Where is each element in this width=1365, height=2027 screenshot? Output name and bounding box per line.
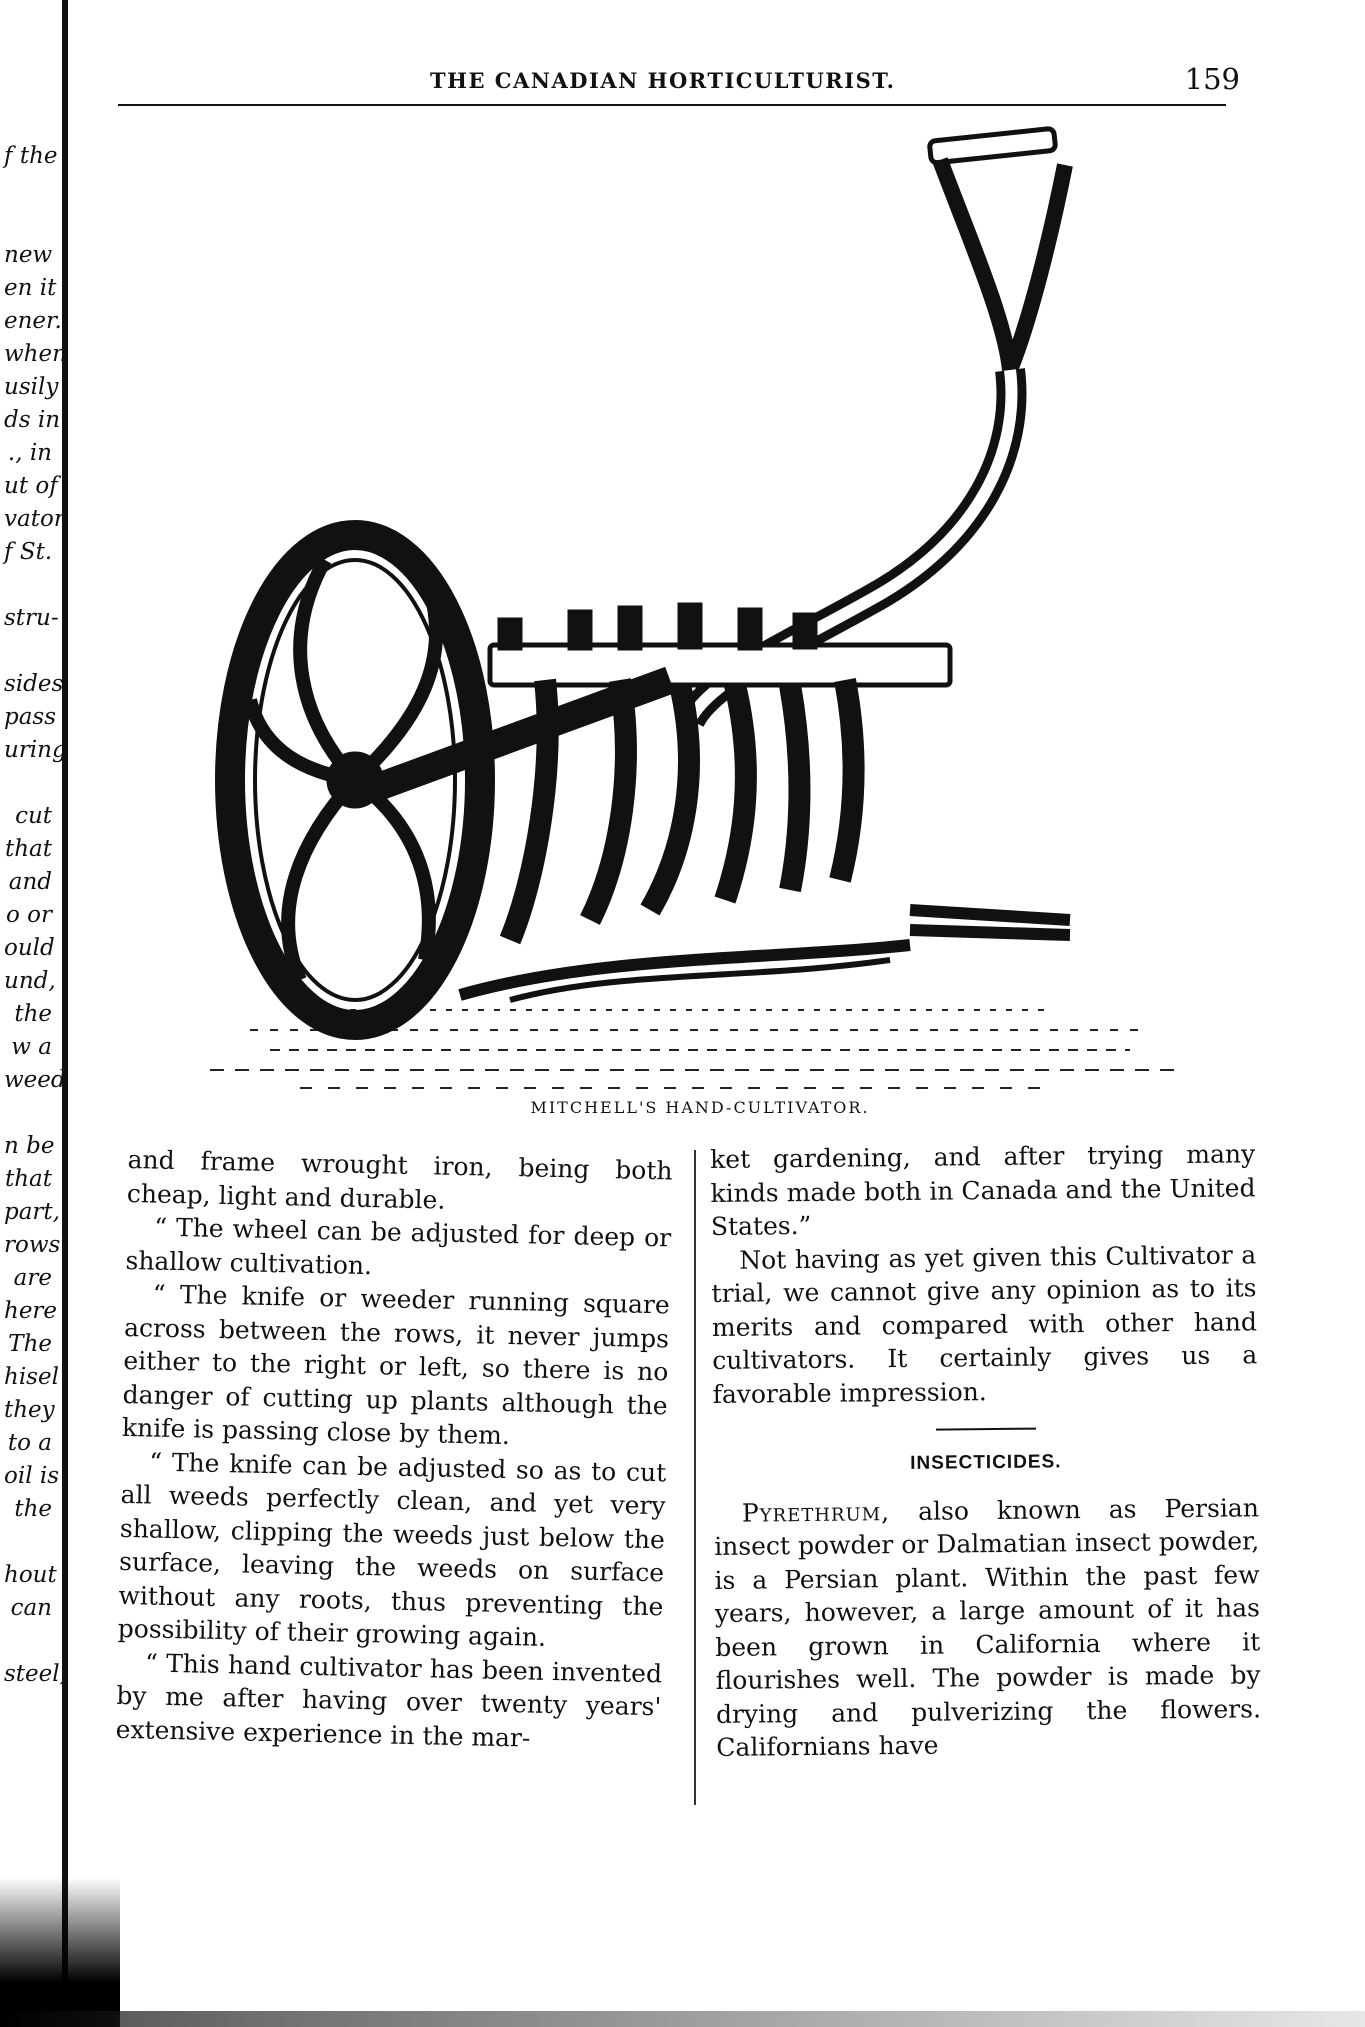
page-bottom-edge xyxy=(0,2011,1365,2027)
facing-page-fragment: rows xyxy=(4,1232,61,1258)
facing-page-fragment: sides xyxy=(4,671,64,697)
facing-page-fragment: vator xyxy=(4,506,65,532)
facing-page-fragment: to a xyxy=(7,1430,52,1456)
spare-parts xyxy=(460,910,1070,1000)
figure-caption: MITCHELL'S HAND-CULTIVATOR. xyxy=(530,1098,870,1117)
facing-page-fragment: f the xyxy=(4,143,58,169)
facing-page-fragment: weed xyxy=(4,1067,66,1093)
facing-page-fragment: when xyxy=(4,341,67,367)
facing-page-fragment: The xyxy=(8,1331,52,1357)
left-text-column xyxy=(115,1143,673,1757)
paragraph: Not having as yet given this Cultivator a trial, we cannot give any opinion as to its merits and compared with other hand cultivators. It certainly gives us a favorable impression. xyxy=(711,1239,1258,1409)
paragraph: “ This hand cultivator has been invented by me after having over twenty years' extensive experience in the mar- xyxy=(115,1647,663,1753)
paragraph: and frame wrought iron, being both cheap, light and durable. xyxy=(126,1144,673,1215)
facing-page-fragment: and xyxy=(8,869,52,895)
facing-page-fragment: they xyxy=(4,1397,55,1423)
facing-page-fragment: part, xyxy=(4,1199,60,1225)
section-heading: INSECTICIDES. xyxy=(910,1451,1062,1474)
facing-page-fragment: the xyxy=(14,1496,52,1522)
paragraph: ket gardening, and after trying many kinds made both in Canada and the United States.” xyxy=(710,1139,1256,1241)
facing-page-fragment xyxy=(4,635,52,668)
paragraph: “ The wheel can be adjusted for deep or shallow cultivation. xyxy=(125,1212,672,1280)
facing-page-fragment: n be xyxy=(4,1133,55,1159)
cultivator-illustration xyxy=(150,120,1240,1090)
facing-page-fragment xyxy=(4,1625,52,1658)
facing-page-fragment: ener. xyxy=(4,308,62,334)
section-rule xyxy=(936,1428,1036,1431)
facing-page-fragment: w a xyxy=(11,1034,52,1060)
facing-page-fragment: the xyxy=(14,1001,52,1027)
facing-page-fragment: oil is xyxy=(4,1463,60,1489)
right-text-column xyxy=(710,1137,1261,1764)
facing-page-fragment: ds in xyxy=(4,407,61,433)
facing-page-fragment: hisel xyxy=(4,1364,59,1390)
paragraph: “ The knife can be adjusted so as to cut all weeds perfectly clean, and yet very shallow, clipping the weeds just below the surface, leaving the weeds on surface without any roots, thus preventing the possibility of their growing again. xyxy=(117,1447,667,1652)
facing-page-fragment: ., in xyxy=(7,440,52,466)
facing-page-text-fragments xyxy=(4,140,67,1691)
paragraph xyxy=(714,1491,1262,1765)
facing-page-fragment: that xyxy=(4,1166,52,1192)
page-number: 159 xyxy=(1184,62,1240,96)
facing-page-fragment: und, xyxy=(4,968,56,994)
facing-page-fragment: f St. xyxy=(4,539,53,565)
facing-page-fragment xyxy=(4,569,52,602)
facing-page-fragment: en it xyxy=(4,275,57,301)
facing-page-fragment: ould xyxy=(4,935,55,961)
facing-page-fragment xyxy=(4,1097,52,1130)
facing-page-fragment: are xyxy=(13,1265,52,1291)
facing-page-fragment: can xyxy=(10,1595,52,1621)
facing-page-fragment: uring xyxy=(4,737,67,763)
tool-bar xyxy=(490,605,950,685)
wheel xyxy=(230,535,480,1025)
facing-page-fragment xyxy=(4,1526,52,1559)
running-head xyxy=(120,62,1240,102)
facing-page-fragment: here xyxy=(4,1298,58,1324)
spine-corner-shadow xyxy=(0,1877,120,2027)
facing-page-fragment: usily xyxy=(4,374,59,400)
facing-page-fragment: hout xyxy=(4,1562,57,1588)
facing-page-fragment: pass xyxy=(4,704,57,730)
facing-page-fragment: new xyxy=(4,242,53,268)
facing-page-fragment: steel, xyxy=(4,1661,67,1687)
facing-page-fragment: o or xyxy=(6,902,52,928)
facing-page-fragment xyxy=(4,767,52,800)
column-divider xyxy=(694,1150,696,1805)
lead-word: Pyrethrum, xyxy=(741,1496,891,1528)
facing-page-fragment xyxy=(4,173,52,206)
facing-page-fragment: ut of xyxy=(4,473,58,499)
facing-page-fragment: cut xyxy=(15,803,52,829)
paragraph: “ The knife or weeder running square across between the rows, it never jumps either to the right or left, so there is no danger of cutting up plants although the knife is passing close by them. xyxy=(121,1279,671,1451)
facing-page-fragment xyxy=(4,206,52,239)
facing-page-fragment: stru- xyxy=(4,605,59,631)
header-rule xyxy=(118,104,1226,106)
facing-page-fragment: that xyxy=(4,836,52,862)
paragraph-body: also known as Persian insect powder or Dalmatian insect powder, is a Persian plant. Within the past few years, however, a large amount of it has been grown in California where it flourishes well. The powder is made by drying and pulverizing the flowers. Californians have xyxy=(714,1492,1262,1762)
running-title: THE CANADIAN HORTICULTURIST. xyxy=(430,68,896,93)
